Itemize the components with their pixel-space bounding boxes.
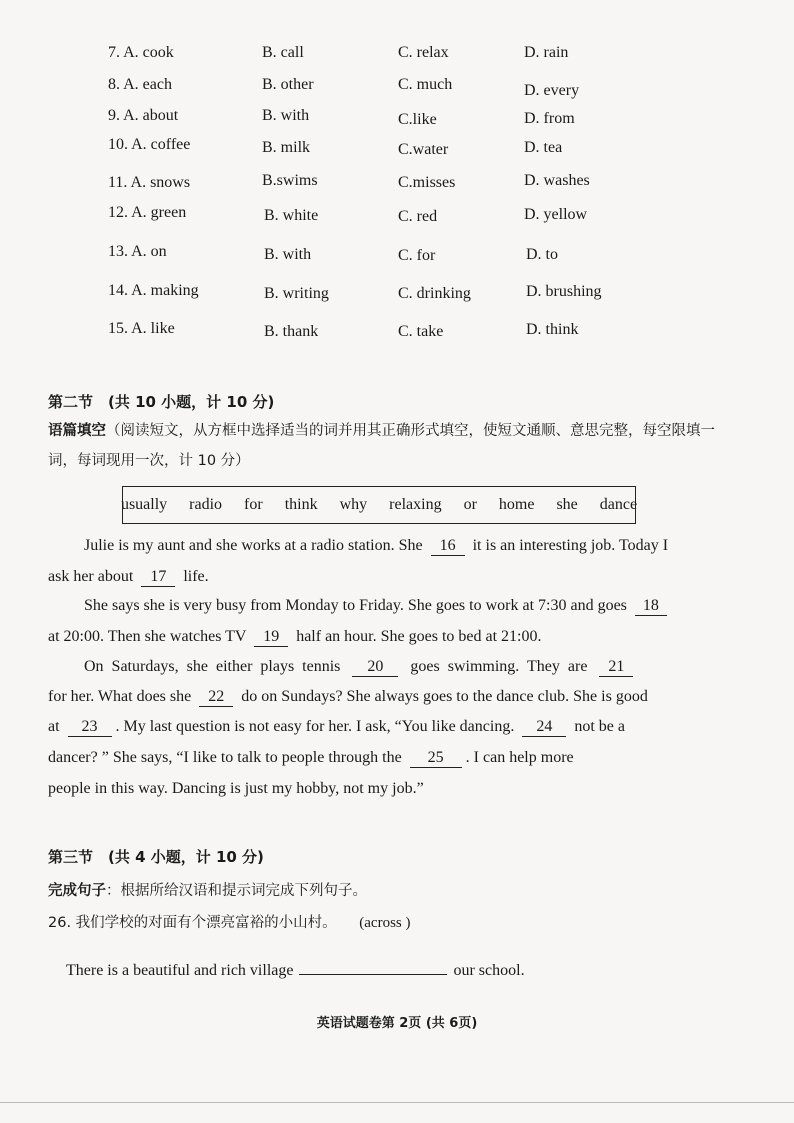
option-d: D. think [526, 321, 579, 338]
word-bank-word: or [463, 496, 477, 513]
passage-text: goes swimming. They are [410, 658, 588, 675]
section-2-instructions [48, 416, 718, 476]
question-26-text: 26. 我们学校的对面有个漂亮富裕的小山村。 [48, 915, 337, 931]
passage-line [84, 658, 746, 677]
page-footer: 英语试题卷第 2页 (共 6页) [316, 1016, 478, 1031]
bottom-divider [0, 1102, 794, 1103]
option-b: B. thank [264, 323, 319, 340]
passage-text: it is an interesting job. Today I [472, 537, 669, 554]
option-b: B. call [262, 44, 304, 61]
option-a: 7. A. cook [108, 44, 174, 61]
option-b: B. other [262, 76, 314, 93]
passage-text: On Saturdays, she either plays tennis [84, 658, 341, 675]
passage-text: half an hour. She goes to bed at 21:00. [296, 628, 542, 645]
passage-line [48, 568, 710, 587]
instruction-text: （阅读短文，从方框中选择适当的词并用其正确形式填空，使短文通顺、意思完整，每空限填一词，每词现用一次，计 10 分） [48, 423, 715, 469]
choice-row-9 [0, 107, 794, 137]
blank-21[interactable]: 21 [599, 658, 633, 677]
choice-row-12 [0, 204, 794, 234]
option-a: 13. A. on [108, 243, 167, 260]
option-d: D. tea [524, 139, 563, 156]
option-a: 9. A. about [108, 107, 179, 124]
question-26 [48, 913, 718, 933]
option-a: 12. A. green [108, 204, 187, 221]
passage-line: people in this way. Dancing is just my hobby, not my job.” [48, 780, 424, 797]
option-b: B. milk [262, 139, 311, 156]
option-c: C.water [398, 141, 449, 158]
option-c: C. take [398, 323, 444, 340]
blank-23[interactable]: 23 [68, 718, 112, 737]
passage-text: . My last question is not easy for her. I ask, “You like dancing. [115, 718, 515, 735]
blank-16[interactable]: 16 [431, 537, 465, 556]
option-c: C.misses [398, 174, 456, 191]
option-b: B. white [264, 207, 319, 224]
passage-text: Julie is my aunt and she works at a radio station. She [84, 537, 423, 554]
option-c: C.like [398, 111, 437, 128]
choice-row-10 [0, 136, 794, 166]
option-a: 10. A. coffee [108, 136, 191, 153]
option-b: B.swims [262, 172, 318, 189]
passage-line [48, 718, 710, 737]
section-2-heading: 第二节 (共 10 小题，计 10 分) [48, 393, 275, 411]
passage-text: life. [183, 568, 209, 585]
word-bank-word: radio [189, 496, 223, 513]
blank-22[interactable]: 22 [199, 688, 233, 707]
passage-line [48, 749, 710, 768]
blank-17[interactable]: 17 [141, 568, 175, 587]
passage-text: She says she is very busy from Monday to Friday. She goes to work at 7:30 and goes [84, 597, 627, 614]
blank-24[interactable]: 24 [522, 718, 566, 737]
word-bank-word: dance [599, 496, 638, 513]
choice-row-11 [0, 172, 794, 202]
option-b: B. writing [264, 285, 329, 302]
blank-20[interactable]: 20 [352, 658, 398, 677]
option-b: B. with [264, 246, 312, 263]
passage-line [84, 597, 746, 616]
passage-text: ask her about [48, 568, 134, 585]
option-a: 15. A. like [108, 320, 175, 337]
passage-line [84, 537, 746, 556]
word-bank-word: usually [120, 496, 168, 513]
option-a: 11. A. snows [108, 174, 191, 191]
passage-line [48, 688, 710, 707]
word-bank-word: she [556, 496, 578, 513]
passage-text: for her. What does she [48, 688, 192, 705]
option-d: D. from [524, 110, 575, 127]
choice-row-13 [0, 243, 794, 273]
option-c: C. red [398, 208, 438, 225]
answer-text: There is a beautiful and rich village [66, 962, 294, 979]
blank-25[interactable]: 25 [410, 749, 462, 768]
blank-18[interactable]: 18 [635, 597, 667, 616]
passage-text: dancer? ” She says, “I like to talk to people through the [48, 749, 402, 766]
instruction-text: ：根据所给汉语和提示词完成下列句子。 [106, 883, 367, 899]
answer-blank-26[interactable] [299, 974, 447, 975]
choice-row-14 [0, 282, 794, 312]
option-d: D. brushing [526, 283, 602, 300]
word-bank-word: home [498, 496, 535, 513]
option-a: 14. A. making [108, 282, 199, 299]
word-bank-word: for [244, 496, 263, 513]
option-c: C. for [398, 247, 436, 264]
passage-line [48, 628, 710, 647]
question-26-hint: (across ) [359, 915, 411, 931]
blank-19[interactable]: 19 [254, 628, 288, 647]
option-d: D. rain [524, 44, 569, 61]
word-bank-word: relaxing [389, 496, 442, 513]
word-bank-box [122, 486, 636, 524]
option-d: D. every [524, 82, 580, 99]
option-c: C. much [398, 76, 453, 93]
option-d: D. yellow [524, 206, 588, 223]
option-a: 8. A. each [108, 76, 172, 93]
option-d: D. to [526, 246, 558, 263]
option-c: C. drinking [398, 285, 471, 302]
choice-row-7 [0, 44, 794, 74]
option-d: D. washes [524, 172, 590, 189]
answer-line-26 [66, 962, 728, 980]
choice-row-8 [0, 76, 794, 106]
option-b: B. with [262, 107, 310, 124]
word-bank-word: think [284, 496, 318, 513]
passage-text: at [48, 718, 60, 735]
passage-text: do on Sundays? She always goes to the dance club. She is good [241, 688, 648, 705]
passage-text: . I can help more [465, 749, 574, 766]
choice-row-15 [0, 320, 794, 350]
section-3-instructions [48, 881, 718, 901]
instruction-title: 语篇填空 [48, 423, 106, 439]
word-bank-word: why [339, 496, 368, 513]
passage-text: at 20:00. Then she watches TV [48, 628, 247, 645]
passage-text: not be a [574, 718, 625, 735]
instruction-title: 完成句子 [48, 883, 106, 899]
section-3-heading: 第三节 (共 4 小题，计 10 分) [48, 848, 264, 866]
option-c: C. relax [398, 44, 449, 61]
answer-text: our school. [453, 962, 525, 979]
